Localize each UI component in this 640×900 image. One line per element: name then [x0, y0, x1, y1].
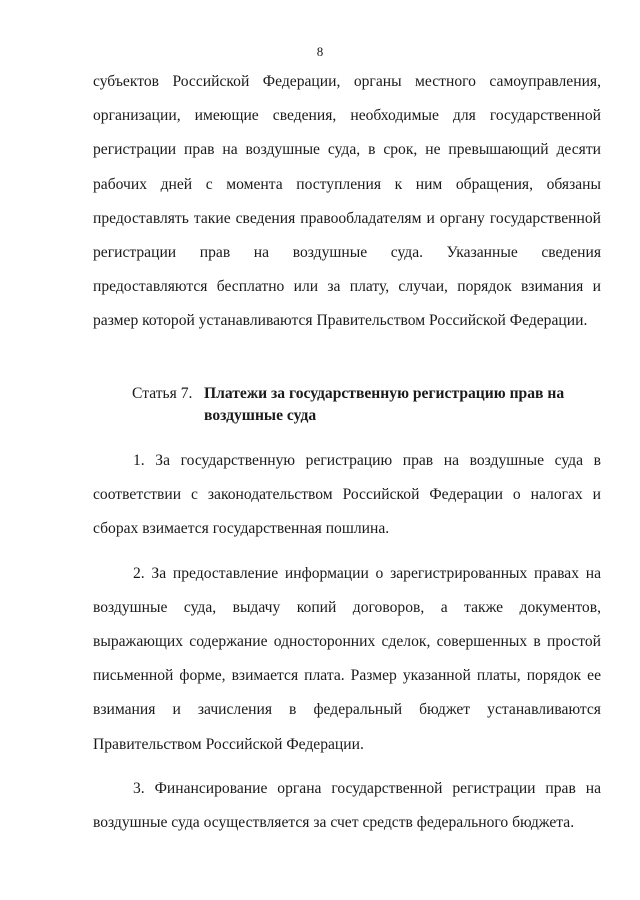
article-items — [93, 444, 601, 850]
article-title: Платежи за государственную регистрацию прав на воздушные суда — [204, 385, 565, 424]
continuation-paragraph: субъектов Российской Федерации, органы местного самоуправления, организации, имеющие сведения, необходимые для государственной регистрации прав на воздушные суда, в срок, не превышающий десяти рабочих дней с момента поступления к ним обращения, обязаны предоставлять такие сведения правообладателям и органу государственной регистрации прав на воздушные суда. Указанные сведения предоставляются бесплатно или за плату, случаи, порядок взимания и размер которой устанавливаются Правительством Российской Федерации. — [93, 73, 601, 330]
article-item-2: 2. За предоставление информации о зарегистрированных правах на воздушные суда, выдачу копий договоров, а также документов, выражающих содержание односторонних сделок, совершенных в простой письменной форме, взимается плата. Размер указанной платы, порядок ее взимания и зачисления в федеральный бюджет устанавливаются Правительством Российской Федерации. — [93, 564, 601, 753]
article-label: Статья 7. — [132, 385, 193, 402]
page-number: 8 — [316, 44, 324, 59]
continuation-paragraph-block — [93, 65, 601, 339]
article-item-3: 3. Финансирование органа государственной регистрации прав на воздушные суда осуществляется за счет средств федерального бюджета. — [93, 779, 601, 832]
article-item-1: 1. За государственную регистрацию прав на воздушные суда в соответствии с законодательством Российской Федерации о налогах и сборах взимается государственная пошлина. — [93, 452, 601, 538]
